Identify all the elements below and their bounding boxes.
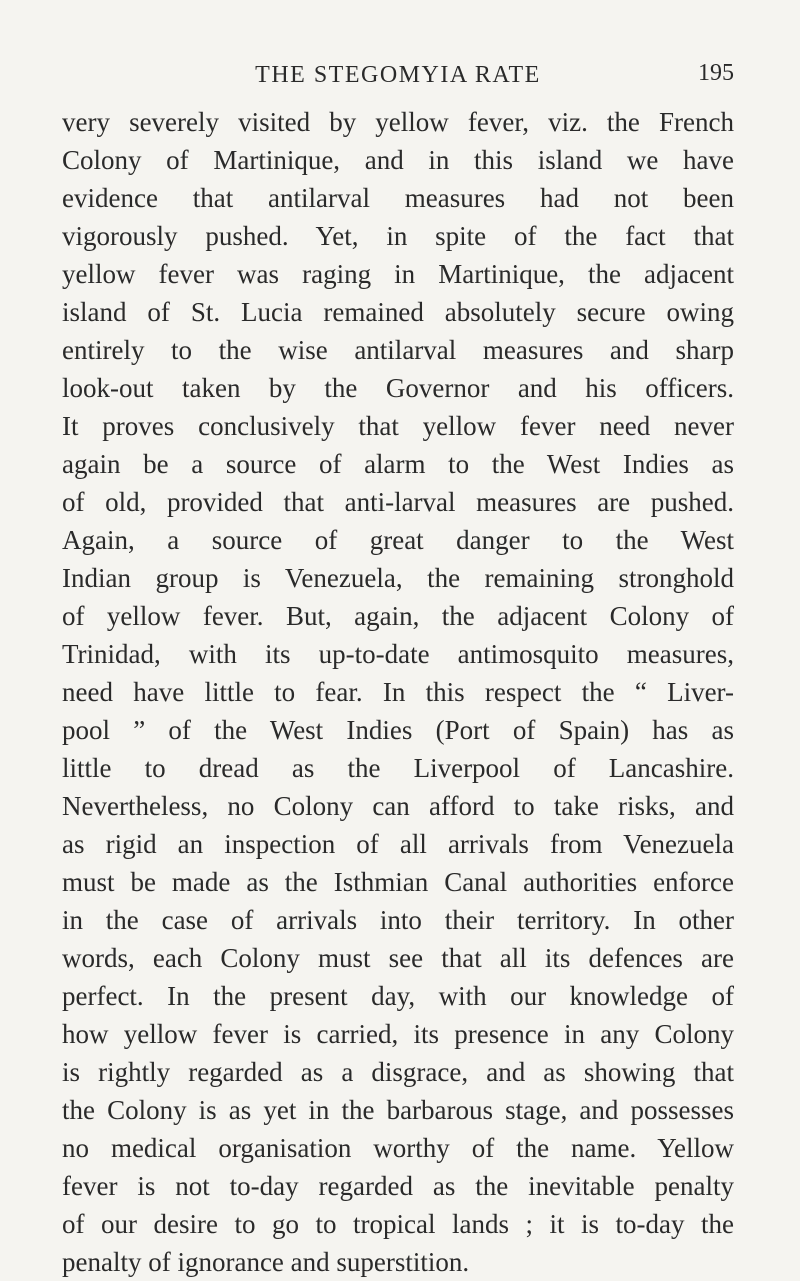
text-line: look-out taken by the Governor and his officers.	[62, 373, 734, 403]
text-line: must be made as the Isthmian Canal authorities enforce	[62, 867, 734, 897]
text-line: Nevertheless, no Colony can afford to take risks, and	[62, 791, 734, 821]
text-line: very severely visited by yellow fever, viz. the French	[62, 107, 734, 137]
text-line: how yellow fever is carried, its presence in any Colony	[62, 1019, 734, 1049]
text-line: of old, provided that anti-larval measures are pushed.	[62, 487, 734, 517]
text-line: little to dread as the Liverpool of Lancashire.	[62, 753, 734, 783]
page-number: 195	[698, 60, 734, 86]
text-line: It proves conclusively that yellow fever need never	[62, 411, 734, 441]
text-line: vigorously pushed. Yet, in spite of the fact that	[62, 221, 734, 251]
text-line: yellow fever was raging in Martinique, the adjacent	[62, 259, 734, 289]
text-line: of our desire to go to tropical lands ; it is to-day the	[62, 1209, 734, 1239]
text-line: penalty of ignorance and superstition.	[62, 1247, 470, 1277]
text-line: perfect. In the present day, with our knowledge of	[62, 981, 734, 1011]
text-line: Trinidad, with its up-to-date antimosquito measures,	[62, 639, 734, 669]
text-line: fever is not to-day regarded as the inevitable penalty	[62, 1171, 734, 1201]
text-line: of yellow fever. But, again, the adjacent Colony of	[62, 601, 734, 631]
text-line: evidence that antilarval measures had not been	[62, 183, 734, 213]
text-line: is rightly regarded as a disgrace, and as showing that	[62, 1057, 734, 1087]
text-line: no medical organisation worthy of the name. Yellow	[62, 1133, 734, 1163]
text-line: Colony of Martinique, and in this island we have	[62, 145, 734, 175]
text-line: again be a source of alarm to the West Indies as	[62, 449, 734, 479]
text-line: Indian group is Venezuela, the remaining stronghold	[62, 563, 734, 593]
text-line: words, each Colony must see that all its defences are	[62, 943, 734, 973]
body-text	[62, 103, 734, 1281]
text-line: the Colony is as yet in the barbarous stage, and possesses	[62, 1095, 734, 1125]
text-line: as rigid an inspection of all arrivals from Venezuela	[62, 829, 734, 859]
text-line: Again, a source of great danger to the West	[62, 525, 734, 555]
text-line: island of St. Lucia remained absolutely secure owing	[62, 297, 734, 327]
text-line: entirely to the wise antilarval measures and sharp	[62, 335, 734, 365]
text-line: in the case of arrivals into their territory. In other	[62, 905, 734, 935]
text-line: need have little to fear. In this respect the “ Liver-	[62, 677, 734, 707]
running-head	[62, 60, 734, 96]
text-line: pool ” of the West Indies (Port of Spain) has as	[62, 715, 734, 745]
running-title: THE STEGOMYIA RATE	[255, 62, 541, 88]
